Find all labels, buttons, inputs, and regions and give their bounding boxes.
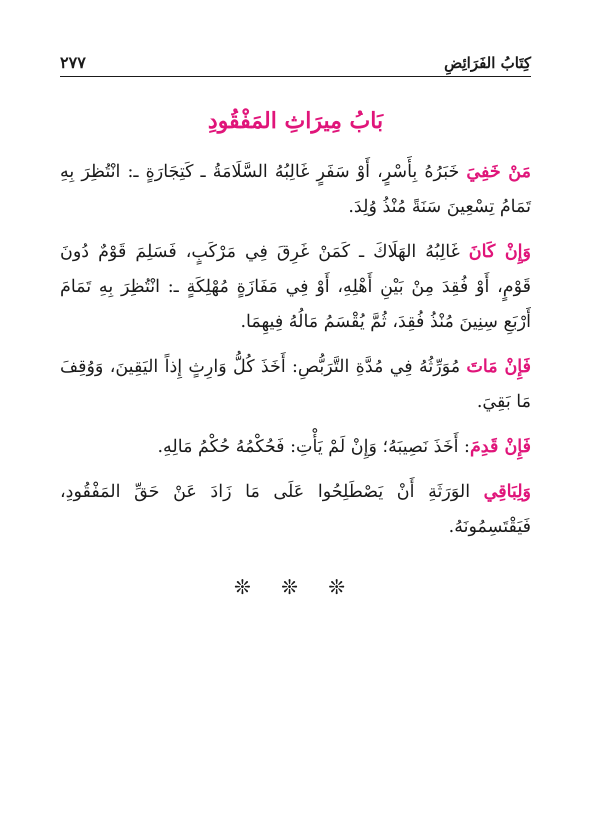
book-title: كِتَابُ الفَرَائِضِ xyxy=(444,54,531,72)
paragraph-5 xyxy=(60,475,531,545)
chapter-title: بَابُ مِيرَاثِ المَفْقُودِ xyxy=(207,108,384,134)
paragraph-1 xyxy=(60,155,531,225)
section-divider: ❊ ❊ ❊ xyxy=(234,575,357,599)
paragraph-4 xyxy=(60,430,531,465)
paragraph-text: : أَخَذَ نَصِيبَهُ؛ وَإِنْ لَمْ يَأْتِ: فَحُكْمُهُ حُكْمُ مَالِهِ. xyxy=(157,437,470,457)
paragraph-lead: وَإِنْ كَانَ xyxy=(468,242,531,262)
paragraph-lead: مَنْ خَفِيَ xyxy=(466,162,532,182)
book-page xyxy=(60,44,531,599)
paragraph-text: خَبَرُهُ بِأَسْرٍ، أَوْ سَفَرٍ غَالِبُهُ السَّلَامَةُ ـ كَتِجَارَةٍ ـ: انْتُظِرَ بِهِ تَمَامُ تِسْعِينَ سَنَةً مُنْذُ وُلِدَ. xyxy=(60,162,531,217)
paragraph-text: غَالِبُهُ الهَلَاكَ ـ كَمَنْ غَرِقَ فِي مَرْكَبٍ، فَسَلِمَ قَوْمٌ دُونَ قَوْمٍ، أَوْ فُقِدَ مِنْ بَيْنِ أَهْلِهِ، أَوْ فِي مَفَازَةٍ مُهْلِكَةٍ ـ: انْتُظِرَ بِهِ تَمَامَ أَرْبَعِ سِنِينَ مُنْذُ فُقِدَ، ثُمَّ يُقْسَمُ مَالُهُ فِيهِمَا. xyxy=(60,242,531,332)
page-number: ٢٧٧ xyxy=(60,53,86,72)
paragraph-text: مُوَرِّثُهُ فِي مُدَّةِ التَّرَبُّصِ: أَخَذَ كُلُّ وَارِثٍ إِذاً اليَقِينَ، وَوُقِفَ مَا بَقِيَ. xyxy=(60,357,531,412)
paragraph-lead: وَلِبَاقِي xyxy=(483,482,531,502)
paragraph-3 xyxy=(60,350,531,420)
running-header xyxy=(60,44,531,77)
paragraph-text: الوَرَثَةِ أَنْ يَصْطَلِحُوا عَلَى مَا زَادَ عَنْ حَقِّ المَفْقُودِ، فَيَقْتَسِمُونَهُ. xyxy=(60,482,531,537)
paragraph-2 xyxy=(60,235,531,340)
paragraph-lead: فَإِنْ قَدِمَ xyxy=(469,437,531,457)
paragraph-lead: فَإِنْ مَاتَ xyxy=(466,357,531,377)
chapter-body xyxy=(60,155,531,545)
